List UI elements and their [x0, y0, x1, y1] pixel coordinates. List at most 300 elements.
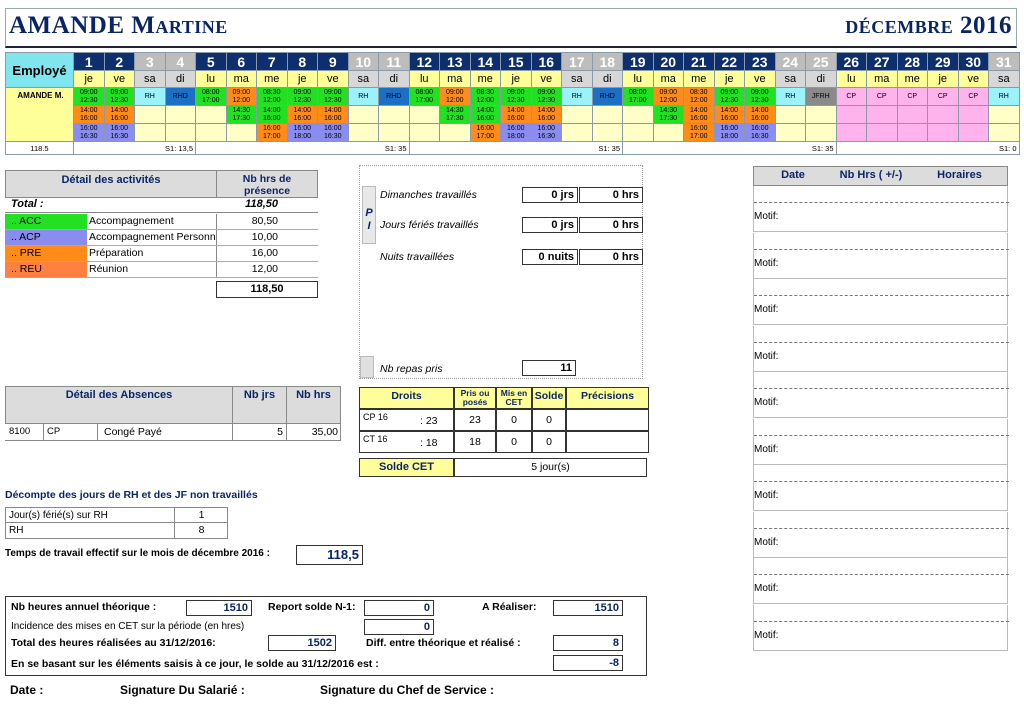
schedule-slot[interactable] [104, 124, 135, 142]
schedule-slot[interactable] [836, 124, 867, 142]
slot-end: 17:00 [689, 132, 708, 140]
schedule-slot[interactable] [806, 106, 837, 124]
droits-row-name [359, 409, 454, 431]
activity-label: Préparation [89, 247, 144, 259]
slot-start: RHD [172, 92, 188, 100]
schedule-slot[interactable] [74, 124, 105, 142]
schedule-slot[interactable] [714, 106, 745, 124]
activities-panel [5, 170, 318, 298]
day-weekday: me [684, 71, 715, 88]
pi-row-value1: 0 nuits [522, 249, 578, 265]
slot-start: 14:00 [79, 106, 98, 114]
slot-start: 16:00 [720, 124, 739, 132]
schedule-slot[interactable] [409, 106, 440, 124]
pi-row-value1: 0 jrs [522, 187, 578, 203]
slot-end: 16:30 [79, 132, 98, 140]
day-number: 9 [318, 53, 349, 71]
schedule-slot[interactable] [104, 106, 135, 124]
schedule-slot[interactable] [257, 106, 288, 124]
slot-end: 16:30 [323, 132, 342, 140]
absences-col-hrs: Nb hrs [286, 386, 341, 424]
total-label: Total des heures réalisées au 31/12/2016: [11, 637, 216, 649]
day-number: 12 [409, 53, 440, 71]
day-number: 8 [287, 53, 318, 71]
extra-header [753, 166, 1008, 186]
motif-label: Motif: [754, 490, 779, 501]
day-number: 4 [165, 53, 196, 71]
schedule-slot[interactable] [775, 106, 806, 124]
schedule-slot[interactable] [836, 106, 867, 124]
schedule-slot[interactable] [348, 88, 379, 106]
day-weekday: di [806, 71, 837, 88]
slot-start: RH [144, 92, 155, 100]
slot-end: 17:00 [201, 96, 220, 104]
schedule-slot[interactable] [806, 124, 837, 142]
droits-row-name [359, 431, 454, 453]
motif-label: Motif: [754, 397, 779, 408]
schedule-slot[interactable] [287, 124, 318, 142]
annuel-label: Nb heures annuel théorique : [11, 601, 157, 613]
day-number: 25 [806, 53, 837, 71]
slot-end: 16:00 [750, 114, 769, 122]
slot-end: 16:00 [79, 114, 98, 122]
day-weekday: sa [989, 71, 1020, 88]
slot-end: 16:00 [476, 114, 495, 122]
schedule-slot[interactable] [470, 88, 501, 106]
cet-label: Incidence des mises en CET sur la période (en hres) [11, 621, 245, 632]
slot-start: 08:00 [415, 88, 434, 96]
chef-signature: Signature du Chef de Service : [320, 683, 495, 697]
day-number: 5 [196, 53, 227, 71]
day-number: 27 [867, 53, 898, 71]
activities-col-header: Nb hrs de présence [216, 170, 318, 198]
day-number: 21 [684, 53, 715, 71]
schedule-slot[interactable] [958, 88, 989, 106]
rhjf-row [5, 507, 228, 523]
schedule-grid [5, 52, 1020, 155]
schedule-slot[interactable] [867, 88, 898, 106]
motif-label: Motif: [754, 536, 779, 548]
extra-entry[interactable] [753, 605, 1008, 651]
rhjf-label: RH [9, 525, 24, 536]
schedule-slot[interactable] [867, 106, 898, 124]
extra-entry[interactable] [753, 186, 1008, 232]
slot-end: 17:00 [476, 132, 495, 140]
slot-start: RH [998, 92, 1009, 100]
slot-start: 09:00 [506, 88, 525, 96]
schedule-slot[interactable] [287, 88, 318, 106]
slot-end: 18:00 [720, 132, 739, 140]
schedule-slot[interactable] [989, 124, 1020, 142]
schedule-slot[interactable] [165, 124, 196, 142]
activities-total-label: Total : [11, 198, 44, 210]
pi-row-value2: 0 hrs [579, 217, 643, 233]
schedule-slot[interactable] [257, 88, 288, 106]
day-weekday: lu [196, 71, 227, 88]
schedule-slot[interactable] [318, 88, 349, 106]
motif-label: Motif: [754, 211, 779, 222]
activity-code: .. ACP [5, 230, 87, 245]
schedule-slot[interactable] [531, 106, 562, 124]
solde-value: -8 [553, 655, 623, 671]
day-number: 24 [775, 53, 806, 71]
slot-end: 16:00 [720, 114, 739, 122]
schedule-slot[interactable] [196, 124, 227, 142]
slot-end: 16:30 [537, 132, 556, 140]
day-number: 30 [958, 53, 989, 71]
droits-val: : 18 [420, 437, 438, 449]
activity-value: 10,00 [216, 230, 318, 245]
slot-start: 14:00 [293, 106, 312, 114]
schedule-slot[interactable] [379, 106, 410, 124]
day-number: 2 [104, 53, 135, 71]
schedule-slot[interactable] [958, 106, 989, 124]
slot-start: 08:00 [628, 88, 647, 96]
absence-hrs: 35,00 [286, 424, 341, 440]
schedule-slot[interactable] [775, 124, 806, 142]
month-title: décembre 2016 [845, 12, 1012, 39]
schedule-slot[interactable] [379, 124, 410, 142]
droits-panel [359, 387, 649, 479]
schedule-slot[interactable] [226, 124, 257, 142]
slot-start: 16:00 [262, 124, 281, 132]
droits-val: : 23 [420, 415, 438, 427]
schedule-slot[interactable] [745, 106, 776, 124]
day-number: 6 [226, 53, 257, 71]
schedule-slot[interactable] [531, 88, 562, 106]
schedule-slot[interactable] [501, 88, 532, 106]
employee-name-title: AMANDE Martine [9, 12, 228, 39]
extra-dash-line [754, 528, 1009, 529]
schedule-slot[interactable] [348, 124, 379, 142]
month-total: 118.5 [6, 142, 74, 155]
schedule-slot[interactable] [287, 106, 318, 124]
slot-start: 16:00 [293, 124, 312, 132]
day-weekday: di [165, 71, 196, 88]
day-number: 10 [348, 53, 379, 71]
activity-row [5, 214, 318, 230]
schedule-slot[interactable] [928, 124, 959, 142]
schedule-slot[interactable] [684, 124, 715, 142]
schedule-slot[interactable] [440, 106, 471, 124]
schedule-slot[interactable] [684, 106, 715, 124]
droits-header: Précisions [566, 387, 649, 409]
schedule-slot[interactable] [135, 106, 166, 124]
extra-entry[interactable] [753, 419, 1008, 465]
rhjf-value: 1 [174, 508, 228, 523]
schedule-slot[interactable] [165, 88, 196, 106]
pi-row-label: Jours fériés travaillés [380, 219, 479, 231]
summary-box [5, 596, 647, 676]
slot-start: 14:30 [659, 106, 678, 114]
schedule-slot[interactable] [714, 124, 745, 142]
motif-label: Motif: [754, 350, 779, 362]
schedule-slot[interactable] [836, 88, 867, 106]
schedule-slot[interactable] [165, 106, 196, 124]
activities-total-row [5, 198, 318, 213]
day-number: 22 [714, 53, 745, 71]
extra-entry[interactable] [753, 465, 1008, 511]
pi-row-value2: 0 hrs [579, 249, 643, 265]
extra-entry[interactable] [753, 558, 1008, 604]
schedule-slot[interactable] [562, 106, 593, 124]
week-total: S1: 35 [196, 142, 410, 155]
slot-end: 12:00 [445, 96, 464, 104]
schedule-slot[interactable] [928, 88, 959, 106]
day-number: 11 [379, 53, 410, 71]
pi-row-value2: 0 hrs [579, 187, 643, 203]
activity-code: .. PRE [5, 246, 87, 261]
day-weekday: ma [440, 71, 471, 88]
motif-label: Motif: [754, 583, 779, 594]
schedule-slot[interactable] [623, 124, 654, 142]
schedule-slot[interactable] [470, 124, 501, 142]
schedule-slot[interactable] [592, 88, 623, 106]
schedule-slot[interactable] [775, 88, 806, 106]
extra-entry[interactable] [753, 512, 1008, 558]
total-value: 1502 [268, 635, 336, 651]
absence-code: 8100 [9, 426, 31, 437]
schedule-slot[interactable] [348, 106, 379, 124]
droits-cet: 0 [496, 409, 532, 431]
report-label: Report solde N-1: [268, 601, 356, 613]
slot-start: 09:00 [659, 88, 678, 96]
schedule-slot[interactable] [531, 124, 562, 142]
droits-header: Droits [359, 387, 454, 409]
diff-value: 8 [553, 635, 623, 651]
slot-start: 14:30 [232, 106, 251, 114]
schedule-slot[interactable] [562, 124, 593, 142]
schedule-slot[interactable] [897, 106, 928, 124]
slot-start: 09:00 [720, 88, 739, 96]
slot-start: 09:00 [323, 88, 342, 96]
schedule-slot[interactable] [684, 88, 715, 106]
extra-dash-line [754, 481, 1009, 482]
schedule-slot[interactable] [592, 124, 623, 142]
schedule-slot[interactable] [806, 88, 837, 106]
day-weekday: ve [745, 71, 776, 88]
schedule-slot[interactable] [958, 124, 989, 142]
schedule-slot[interactable] [714, 88, 745, 106]
effective-label: Temps de travail effectif sur le mois de décembre 2016 : [5, 548, 270, 559]
day-weekday: me [470, 71, 501, 88]
day-number: 14 [470, 53, 501, 71]
slot-end: 12:00 [659, 96, 678, 104]
extra-entry[interactable] [753, 326, 1008, 372]
schedule-slot[interactable] [653, 106, 684, 124]
solde-label: En se basant sur les éléments saisis à ce jour, le solde au 31/12/2016 est : [11, 658, 379, 670]
day-number: 13 [440, 53, 471, 71]
extra-dash-line [754, 388, 1009, 389]
droits-name: CT 16 [363, 434, 388, 444]
schedule-slot[interactable] [226, 106, 257, 124]
activity-label: Réunion [89, 263, 129, 275]
slot-start: 14:00 [689, 106, 708, 114]
schedule-slot[interactable] [897, 124, 928, 142]
slot-start: CP [937, 92, 948, 100]
day-number: 23 [745, 53, 776, 71]
repas-label: Nb repas pris [380, 363, 443, 375]
schedule-slot[interactable] [135, 88, 166, 106]
slot-start: 16:00 [323, 124, 342, 132]
schedule-slot[interactable] [867, 124, 898, 142]
droits-precisions[interactable] [566, 409, 649, 431]
schedule-slot[interactable] [562, 88, 593, 106]
slot-start: CP [968, 92, 979, 100]
droits-precisions[interactable] [566, 431, 649, 453]
slot-start: 09:00 [79, 88, 98, 96]
slot-end: 17:30 [659, 114, 678, 122]
salarie-signature: Signature Du Salarié : [120, 683, 245, 697]
schedule-slot[interactable] [928, 106, 959, 124]
schedule-slot[interactable] [440, 124, 471, 142]
day-weekday: me [257, 71, 288, 88]
slot-start: 14:00 [506, 106, 525, 114]
slot-start: 16:00 [506, 124, 525, 132]
day-number: 28 [897, 53, 928, 71]
schedule-slot[interactable] [226, 88, 257, 106]
day-weekday: ma [867, 71, 898, 88]
slot-start: 16:00 [689, 124, 708, 132]
schedule-slot[interactable] [409, 88, 440, 106]
day-weekday: ma [226, 71, 257, 88]
schedule-slot[interactable] [501, 106, 532, 124]
activity-label: Accompagnement [89, 215, 174, 227]
schedule-slot[interactable] [196, 106, 227, 124]
droits-solde: 0 [532, 409, 566, 431]
page-header [5, 8, 1017, 48]
slot-start: 09:00 [110, 88, 129, 96]
slot-end: 16:00 [537, 114, 556, 122]
absences-title: Détail des Absences [5, 386, 233, 424]
slot-end: 12:30 [537, 96, 556, 104]
motif-label: Motif: [754, 629, 779, 641]
schedule-slot[interactable] [623, 106, 654, 124]
pi-row-label: Dimanches travaillés [380, 189, 477, 201]
schedule-slot[interactable] [74, 106, 105, 124]
slot-end: 16:00 [262, 114, 281, 122]
annuel-value: 1510 [186, 600, 252, 616]
arealiser-value: 1510 [553, 600, 623, 616]
droits-header: Pris ou posés [454, 387, 496, 409]
day-weekday: sa [135, 71, 166, 88]
extra-col-header: Nb Hrs ( +/-) [839, 169, 903, 181]
week-total: S1: 35 [409, 142, 623, 155]
slot-start: 14:00 [720, 106, 739, 114]
absence-abbr: CP [43, 424, 97, 440]
day-weekday: me [897, 71, 928, 88]
slot-start: 14:00 [110, 106, 129, 114]
schedule-slot[interactable] [74, 88, 105, 106]
slot-end: 12:30 [293, 96, 312, 104]
extra-entry[interactable] [753, 279, 1008, 325]
slot-end: 17:00 [262, 132, 281, 140]
slot-start: CP [876, 92, 887, 100]
slot-start: 09:00 [537, 88, 556, 96]
schedule-slot[interactable] [379, 88, 410, 106]
droits-header: Mis en CET [496, 387, 532, 409]
schedule-slot[interactable] [470, 106, 501, 124]
schedule-slot[interactable] [989, 106, 1020, 124]
schedule-slot[interactable] [104, 88, 135, 106]
day-weekday: ve [318, 71, 349, 88]
day-weekday: je [287, 71, 318, 88]
slot-end: 12:30 [323, 96, 342, 104]
schedule-slot[interactable] [440, 88, 471, 106]
extra-entry[interactable] [753, 372, 1008, 418]
day-weekday: je [714, 71, 745, 88]
schedule-slot[interactable] [409, 124, 440, 142]
slot-end: 12:30 [750, 96, 769, 104]
slot-end: 12:00 [232, 96, 251, 104]
day-weekday: sa [775, 71, 806, 88]
schedule-slot[interactable] [653, 124, 684, 142]
slot-start: 14:00 [750, 106, 769, 114]
day-weekday: je [74, 71, 105, 88]
slot-start: 09:00 [293, 88, 312, 96]
rhjf-row [5, 523, 228, 539]
day-number: 18 [592, 53, 623, 71]
schedule-slot[interactable] [196, 88, 227, 106]
slot-end: 18:00 [506, 132, 525, 140]
schedule-slot[interactable] [318, 124, 349, 142]
day-number: 31 [989, 53, 1020, 71]
schedule-slot[interactable] [501, 124, 532, 142]
schedule-slot[interactable] [653, 88, 684, 106]
pi-row-value1: 0 jrs [522, 217, 578, 233]
schedule-slot[interactable] [135, 124, 166, 142]
day-weekday: ve [531, 71, 562, 88]
motif-label: Motif: [754, 304, 779, 315]
pi-row-label: Nuits travaillées [380, 251, 455, 263]
employee-header: Employé [6, 53, 74, 88]
day-number: 29 [928, 53, 959, 71]
schedule-slot[interactable] [623, 88, 654, 106]
schedule-slot[interactable] [257, 124, 288, 142]
day-weekday: ve [104, 71, 135, 88]
slot-start: 14:00 [537, 106, 556, 114]
day-number: 26 [836, 53, 867, 71]
absences-panel [5, 386, 341, 441]
solde-cet-label: Solde CET [359, 458, 454, 477]
droits-header: Solde [532, 387, 566, 409]
cet-value: 0 [364, 619, 434, 635]
schedule-slot[interactable] [592, 106, 623, 124]
activities-sum: 118,50 [216, 281, 318, 298]
slot-end: 16:00 [293, 114, 312, 122]
slot-start: 16:00 [750, 124, 769, 132]
diff-label: Diff. entre théorique et réalisé : [366, 637, 521, 649]
slot-end: 12:30 [720, 96, 739, 104]
schedule-slot[interactable] [897, 88, 928, 106]
activity-row [5, 246, 318, 262]
schedule-slot[interactable] [745, 88, 776, 106]
activity-row [5, 262, 318, 278]
schedule-slot[interactable] [318, 106, 349, 124]
extra-dash-line [754, 574, 1009, 575]
extra-entry[interactable] [753, 233, 1008, 279]
rhjf-label: Jour(s) férié(s) sur RH [9, 510, 108, 521]
schedule-slot[interactable] [745, 124, 776, 142]
slot-end: 17:00 [415, 96, 434, 104]
day-weekday: je [501, 71, 532, 88]
droits-pris: 18 [454, 431, 496, 453]
slot-start: RH [571, 92, 582, 100]
slot-start: 08:00 [201, 88, 220, 96]
activity-value: 16,00 [216, 246, 318, 261]
slot-start: RHD [386, 92, 402, 100]
schedule-slot[interactable] [989, 88, 1020, 106]
